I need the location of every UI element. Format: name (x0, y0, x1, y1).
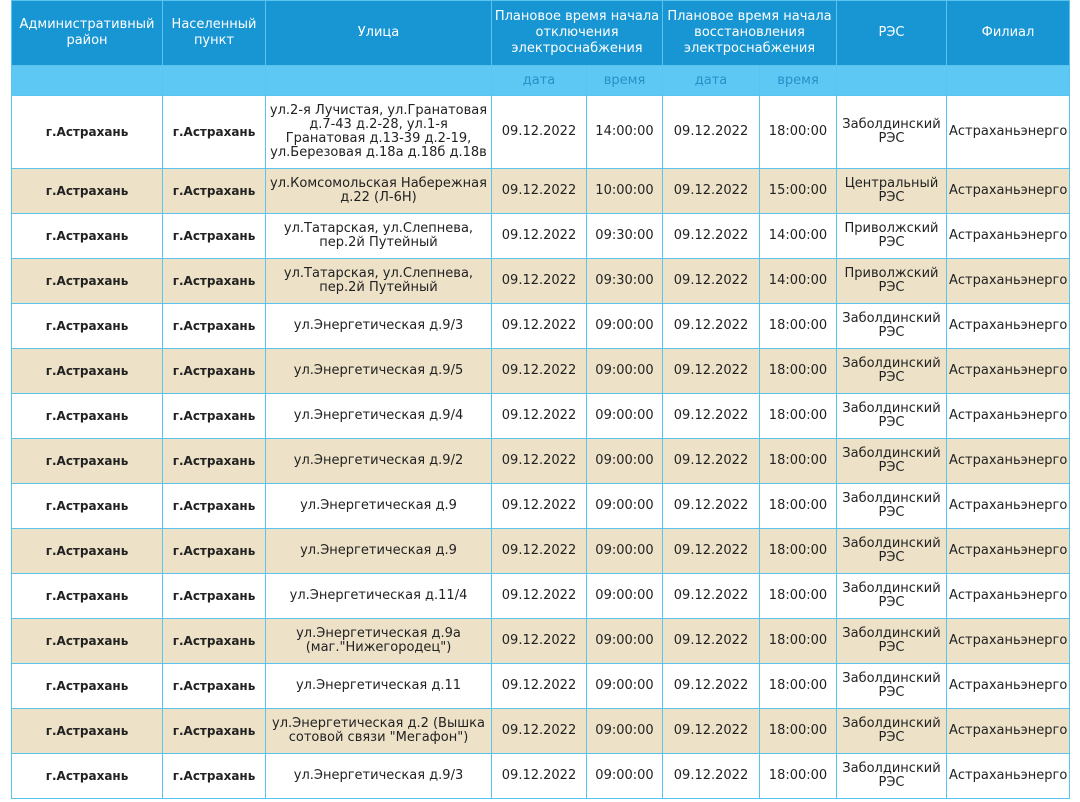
cell-on-date: 09.12.2022 (663, 394, 760, 439)
cell-on-date: 09.12.2022 (663, 304, 760, 349)
cell-branch: Астраханьэнерго (947, 484, 1070, 529)
cell-district: г.Астрахань (12, 574, 163, 619)
cell-locality: г.Астрахань (163, 394, 266, 439)
cell-off-time: 09:00:00 (587, 349, 663, 394)
table-row (12, 484, 1070, 529)
cell-on-date: 09.12.2022 (663, 259, 760, 304)
table-row (12, 96, 1070, 169)
cell-res: Заболдинский РЭС (837, 709, 947, 754)
cell-branch: Астраханьэнерго (947, 304, 1070, 349)
cell-branch: Астраханьэнерго (947, 259, 1070, 304)
cell-on-date: 09.12.2022 (663, 439, 760, 484)
cell-off-time: 14:00:00 (587, 96, 663, 169)
cell-off-date: 09.12.2022 (492, 214, 587, 259)
cell-off-time: 09:00:00 (587, 574, 663, 619)
cell-street: ул.Энергетическая д.9/3 (266, 754, 492, 799)
cell-district: г.Астрахань (12, 709, 163, 754)
cell-off-date: 09.12.2022 (492, 169, 587, 214)
table-row (12, 439, 1070, 484)
cell-off-date: 09.12.2022 (492, 304, 587, 349)
cell-off-time: 09:30:00 (587, 259, 663, 304)
cell-branch: Астраханьэнерго (947, 394, 1070, 439)
cell-district: г.Астрахань (12, 259, 163, 304)
cell-street: ул.Энергетическая д.11/4 (266, 574, 492, 619)
header-branch: Филиал (947, 1, 1070, 66)
table-row (12, 529, 1070, 574)
cell-off-date: 09.12.2022 (492, 439, 587, 484)
cell-off-date: 09.12.2022 (492, 394, 587, 439)
cell-locality: г.Астрахань (163, 484, 266, 529)
header-on-time: Плановое время начала восстановления электроснабжения (663, 1, 837, 66)
cell-street: ул.Энергетическая д.9а (маг."Нижегородец") (266, 619, 492, 664)
cell-off-date: 09.12.2022 (492, 96, 587, 169)
cell-off-date: 09.12.2022 (492, 619, 587, 664)
cell-branch: Астраханьэнерго (947, 439, 1070, 484)
subheader-off-date: дата (492, 66, 587, 96)
cell-on-time: 18:00:00 (760, 574, 837, 619)
cell-on-date: 09.12.2022 (663, 574, 760, 619)
cell-locality: г.Астрахань (163, 96, 266, 169)
cell-locality: г.Астрахань (163, 754, 266, 799)
cell-district: г.Астрахань (12, 169, 163, 214)
cell-on-time: 18:00:00 (760, 349, 837, 394)
cell-off-time: 09:00:00 (587, 304, 663, 349)
table-row (12, 664, 1070, 709)
cell-on-time: 18:00:00 (760, 96, 837, 169)
cell-district: г.Астрахань (12, 664, 163, 709)
cell-on-time: 18:00:00 (760, 484, 837, 529)
subheader-empty (12, 66, 163, 96)
subheader-on-date: дата (663, 66, 760, 96)
cell-district: г.Астрахань (12, 304, 163, 349)
cell-off-date: 09.12.2022 (492, 664, 587, 709)
cell-on-time: 18:00:00 (760, 754, 837, 799)
cell-res: Заболдинский РЭС (837, 484, 947, 529)
cell-on-date: 09.12.2022 (663, 214, 760, 259)
header-off-time: Плановое время начала отключения электроснабжения (492, 1, 663, 66)
cell-on-time: 15:00:00 (760, 169, 837, 214)
cell-locality: г.Астрахань (163, 349, 266, 394)
cell-branch: Астраханьэнерго (947, 529, 1070, 574)
outage-table (11, 0, 1070, 799)
cell-street: ул.Энергетическая д.9/4 (266, 394, 492, 439)
cell-district: г.Астрахань (12, 439, 163, 484)
subheader-empty (163, 66, 266, 96)
table-row (12, 709, 1070, 754)
cell-res: Заболдинский РЭС (837, 394, 947, 439)
cell-on-date: 09.12.2022 (663, 484, 760, 529)
cell-on-date: 09.12.2022 (663, 619, 760, 664)
cell-res: Заболдинский РЭС (837, 529, 947, 574)
subheader-empty (266, 66, 492, 96)
cell-district: г.Астрахань (12, 349, 163, 394)
cell-off-date: 09.12.2022 (492, 484, 587, 529)
cell-locality: г.Астрахань (163, 574, 266, 619)
cell-on-date: 09.12.2022 (663, 96, 760, 169)
cell-res: Заболдинский РЭС (837, 304, 947, 349)
cell-off-date: 09.12.2022 (492, 529, 587, 574)
cell-district: г.Астрахань (12, 754, 163, 799)
cell-branch: Астраханьэнерго (947, 349, 1070, 394)
cell-res: Центральный РЭС (837, 169, 947, 214)
cell-on-time: 18:00:00 (760, 439, 837, 484)
cell-off-time: 09:00:00 (587, 484, 663, 529)
cell-district: г.Астрахань (12, 394, 163, 439)
header-row (12, 1, 1070, 66)
cell-locality: г.Астрахань (163, 214, 266, 259)
cell-locality: г.Астрахань (163, 709, 266, 754)
subheader-empty (837, 66, 947, 96)
cell-district: г.Астрахань (12, 619, 163, 664)
cell-locality: г.Астрахань (163, 619, 266, 664)
cell-res: Заболдинский РЭС (837, 754, 947, 799)
cell-res: Заболдинский РЭС (837, 96, 947, 169)
cell-off-date: 09.12.2022 (492, 574, 587, 619)
cell-branch: Астраханьэнерго (947, 619, 1070, 664)
cell-res: Заболдинский РЭС (837, 664, 947, 709)
cell-res: Приволжский РЭС (837, 214, 947, 259)
cell-branch: Астраханьэнерго (947, 96, 1070, 169)
cell-on-date: 09.12.2022 (663, 529, 760, 574)
cell-street: ул.2-я Лучистая, ул.Гранатовая д.7-43 д.2-28, ул.1-я Гранатовая д.13-39 д.2-19, ул.Березовая д.18а д.18б д.18в (266, 96, 492, 169)
cell-district: г.Астрахань (12, 484, 163, 529)
cell-res: Заболдинский РЭС (837, 439, 947, 484)
table-row (12, 754, 1070, 799)
cell-street: ул.Энергетическая д.9/5 (266, 349, 492, 394)
cell-branch: Астраханьэнерго (947, 664, 1070, 709)
subheader-on-time: время (760, 66, 837, 96)
cell-street: ул.Комсомольская Набережная д.22 (Л-6Н) (266, 169, 492, 214)
table-row (12, 169, 1070, 214)
cell-off-date: 09.12.2022 (492, 349, 587, 394)
cell-street: ул.Энергетическая д.11 (266, 664, 492, 709)
cell-res: Заболдинский РЭС (837, 574, 947, 619)
cell-off-time: 09:00:00 (587, 394, 663, 439)
cell-off-date: 09.12.2022 (492, 259, 587, 304)
cell-on-time: 18:00:00 (760, 619, 837, 664)
cell-locality: г.Астрахань (163, 304, 266, 349)
table-row (12, 574, 1070, 619)
cell-district: г.Астрахань (12, 96, 163, 169)
cell-on-time: 18:00:00 (760, 529, 837, 574)
cell-district: г.Астрахань (12, 214, 163, 259)
header-district: Административный район (12, 1, 163, 66)
cell-on-time: 18:00:00 (760, 664, 837, 709)
cell-res: Приволжский РЭС (837, 259, 947, 304)
cell-street: ул.Татарская, ул.Слепнева, пер.2й Путейный (266, 214, 492, 259)
cell-on-time: 18:00:00 (760, 304, 837, 349)
cell-off-time: 09:30:00 (587, 214, 663, 259)
cell-street: ул.Энергетическая д.9 (266, 529, 492, 574)
header-res: РЭС (837, 1, 947, 66)
subheader-off-time: время (587, 66, 663, 96)
table-row (12, 259, 1070, 304)
cell-off-date: 09.12.2022 (492, 754, 587, 799)
cell-on-time: 18:00:00 (760, 394, 837, 439)
cell-off-date: 09.12.2022 (492, 709, 587, 754)
cell-off-time: 09:00:00 (587, 664, 663, 709)
cell-off-time: 09:00:00 (587, 439, 663, 484)
cell-locality: г.Астрахань (163, 664, 266, 709)
cell-locality: г.Астрахань (163, 439, 266, 484)
cell-off-time: 10:00:00 (587, 169, 663, 214)
cell-locality: г.Астрахань (163, 169, 266, 214)
cell-res: Заболдинский РЭС (837, 349, 947, 394)
cell-on-date: 09.12.2022 (663, 709, 760, 754)
cell-branch: Астраханьэнерго (947, 169, 1070, 214)
cell-off-time: 09:00:00 (587, 709, 663, 754)
cell-on-date: 09.12.2022 (663, 664, 760, 709)
cell-on-date: 09.12.2022 (663, 349, 760, 394)
table-row (12, 619, 1070, 664)
cell-locality: г.Астрахань (163, 259, 266, 304)
subheader-empty (947, 66, 1070, 96)
table-row (12, 394, 1070, 439)
cell-off-time: 09:00:00 (587, 754, 663, 799)
cell-street: ул.Энергетическая д.9 (266, 484, 492, 529)
cell-off-time: 09:00:00 (587, 529, 663, 574)
cell-res: Заболдинский РЭС (837, 619, 947, 664)
cell-street: ул.Татарская, ул.Слепнева, пер.2й Путейный (266, 259, 492, 304)
subheader-row (12, 66, 1070, 96)
table-row (12, 214, 1070, 259)
cell-street: ул.Энергетическая д.9/2 (266, 439, 492, 484)
cell-on-date: 09.12.2022 (663, 169, 760, 214)
cell-on-time: 14:00:00 (760, 259, 837, 304)
cell-locality: г.Астрахань (163, 529, 266, 574)
cell-branch: Астраханьэнерго (947, 754, 1070, 799)
header-street: Улица (266, 1, 492, 66)
cell-district: г.Астрахань (12, 529, 163, 574)
header-locality: Населенный пункт (163, 1, 266, 66)
cell-branch: Астраханьэнерго (947, 214, 1070, 259)
cell-on-date: 09.12.2022 (663, 754, 760, 799)
cell-on-time: 18:00:00 (760, 709, 837, 754)
table-row (12, 304, 1070, 349)
cell-branch: Астраханьэнерго (947, 574, 1070, 619)
cell-branch: Астраханьэнерго (947, 709, 1070, 754)
cell-street: ул.Энергетическая д.2 (Вышка сотовой связи "Мегафон") (266, 709, 492, 754)
cell-off-time: 09:00:00 (587, 619, 663, 664)
cell-on-time: 14:00:00 (760, 214, 837, 259)
table-row (12, 349, 1070, 394)
cell-street: ул.Энергетическая д.9/3 (266, 304, 492, 349)
